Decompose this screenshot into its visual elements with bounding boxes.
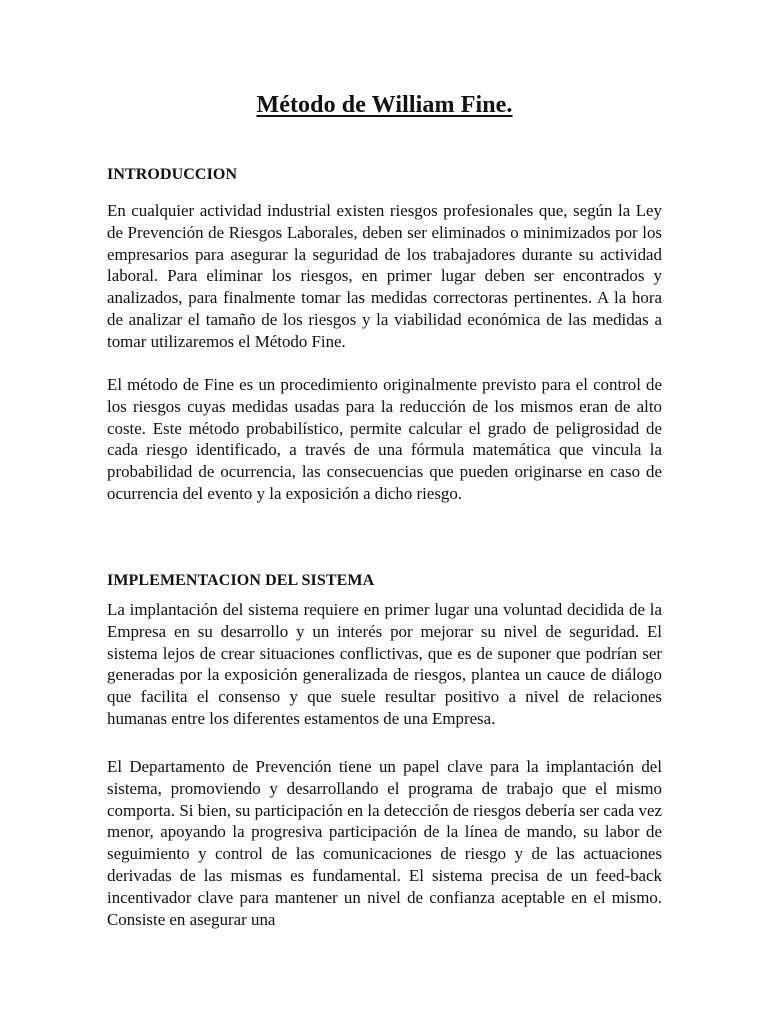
section-heading-implementacion: IMPLEMENTACION DEL SISTEMA [107, 572, 375, 589]
paragraph: En cualquier actividad industrial existen riesgos profesionales que, según la Ley de Prevención de Riesgos Laborales, deben ser eliminados o minimizados por los empresarios para asegurar la seguridad de los trabajadores durante su actividad laboral. Para eliminar los riesgos, en primer lugar deben ser encontrados y analizados, para finalmente tomar las medidas correctoras pertinentes. A la hora de analizar el tamaño de los riesgos y la viabilidad económica de las medidas a tomar utilizaremos el Método Fine. [107, 201, 662, 351]
paragraph: El Departamento de Prevención tiene un papel clave para la implantación del sistema, promoviendo y desarrollando el programa de trabajo que el mismo comporta. Si bien, su participación en la detección de riesgos debería ser cada vez menor, apoyando la progresiva participación de la línea de mando, su labor de seguimiento y control de las comunicaciones de riesgo y de las actuaciones derivadas de las mismas es fundamental. El sistema precisa de un feed-back incentivador clave para mantener un nivel de confianza aceptable en el mismo. Consiste en asegurar una [107, 757, 662, 929]
section-heading-introduccion: INTRODUCCION [107, 166, 238, 183]
paragraph: La implantación del sistema requiere en primer lugar una voluntad decidida de la Empresa en su desarrollo y un interés por mejorar su nivel de seguridad. El sistema lejos de crear situaciones conflictivas, que es de suponer que podrían ser generadas por la exposición generalizada de riesgos, plantea un cauce de diálogo que facilita el consenso y que suele resultar positivo a nivel de relaciones humanas entre los diferentes estamentos de una Empresa. [107, 600, 662, 728]
document-title: Método de William Fine. [256, 92, 513, 118]
paragraph: El método de Fine es un procedimiento originalmente previsto para el control de los riesgos cuyas medidas usadas para la reducción de los mismos eran de alto coste. Este método probabilístico, permite calcular el grado de peligrosidad de cada riesgo identificado, a través de una fórmula matemática que vincula la probabilidad de ocurrencia, las consecuencias que pueden originarse en caso de ocurrencia del evento y la exposición a dicho riesgo. [107, 375, 662, 503]
